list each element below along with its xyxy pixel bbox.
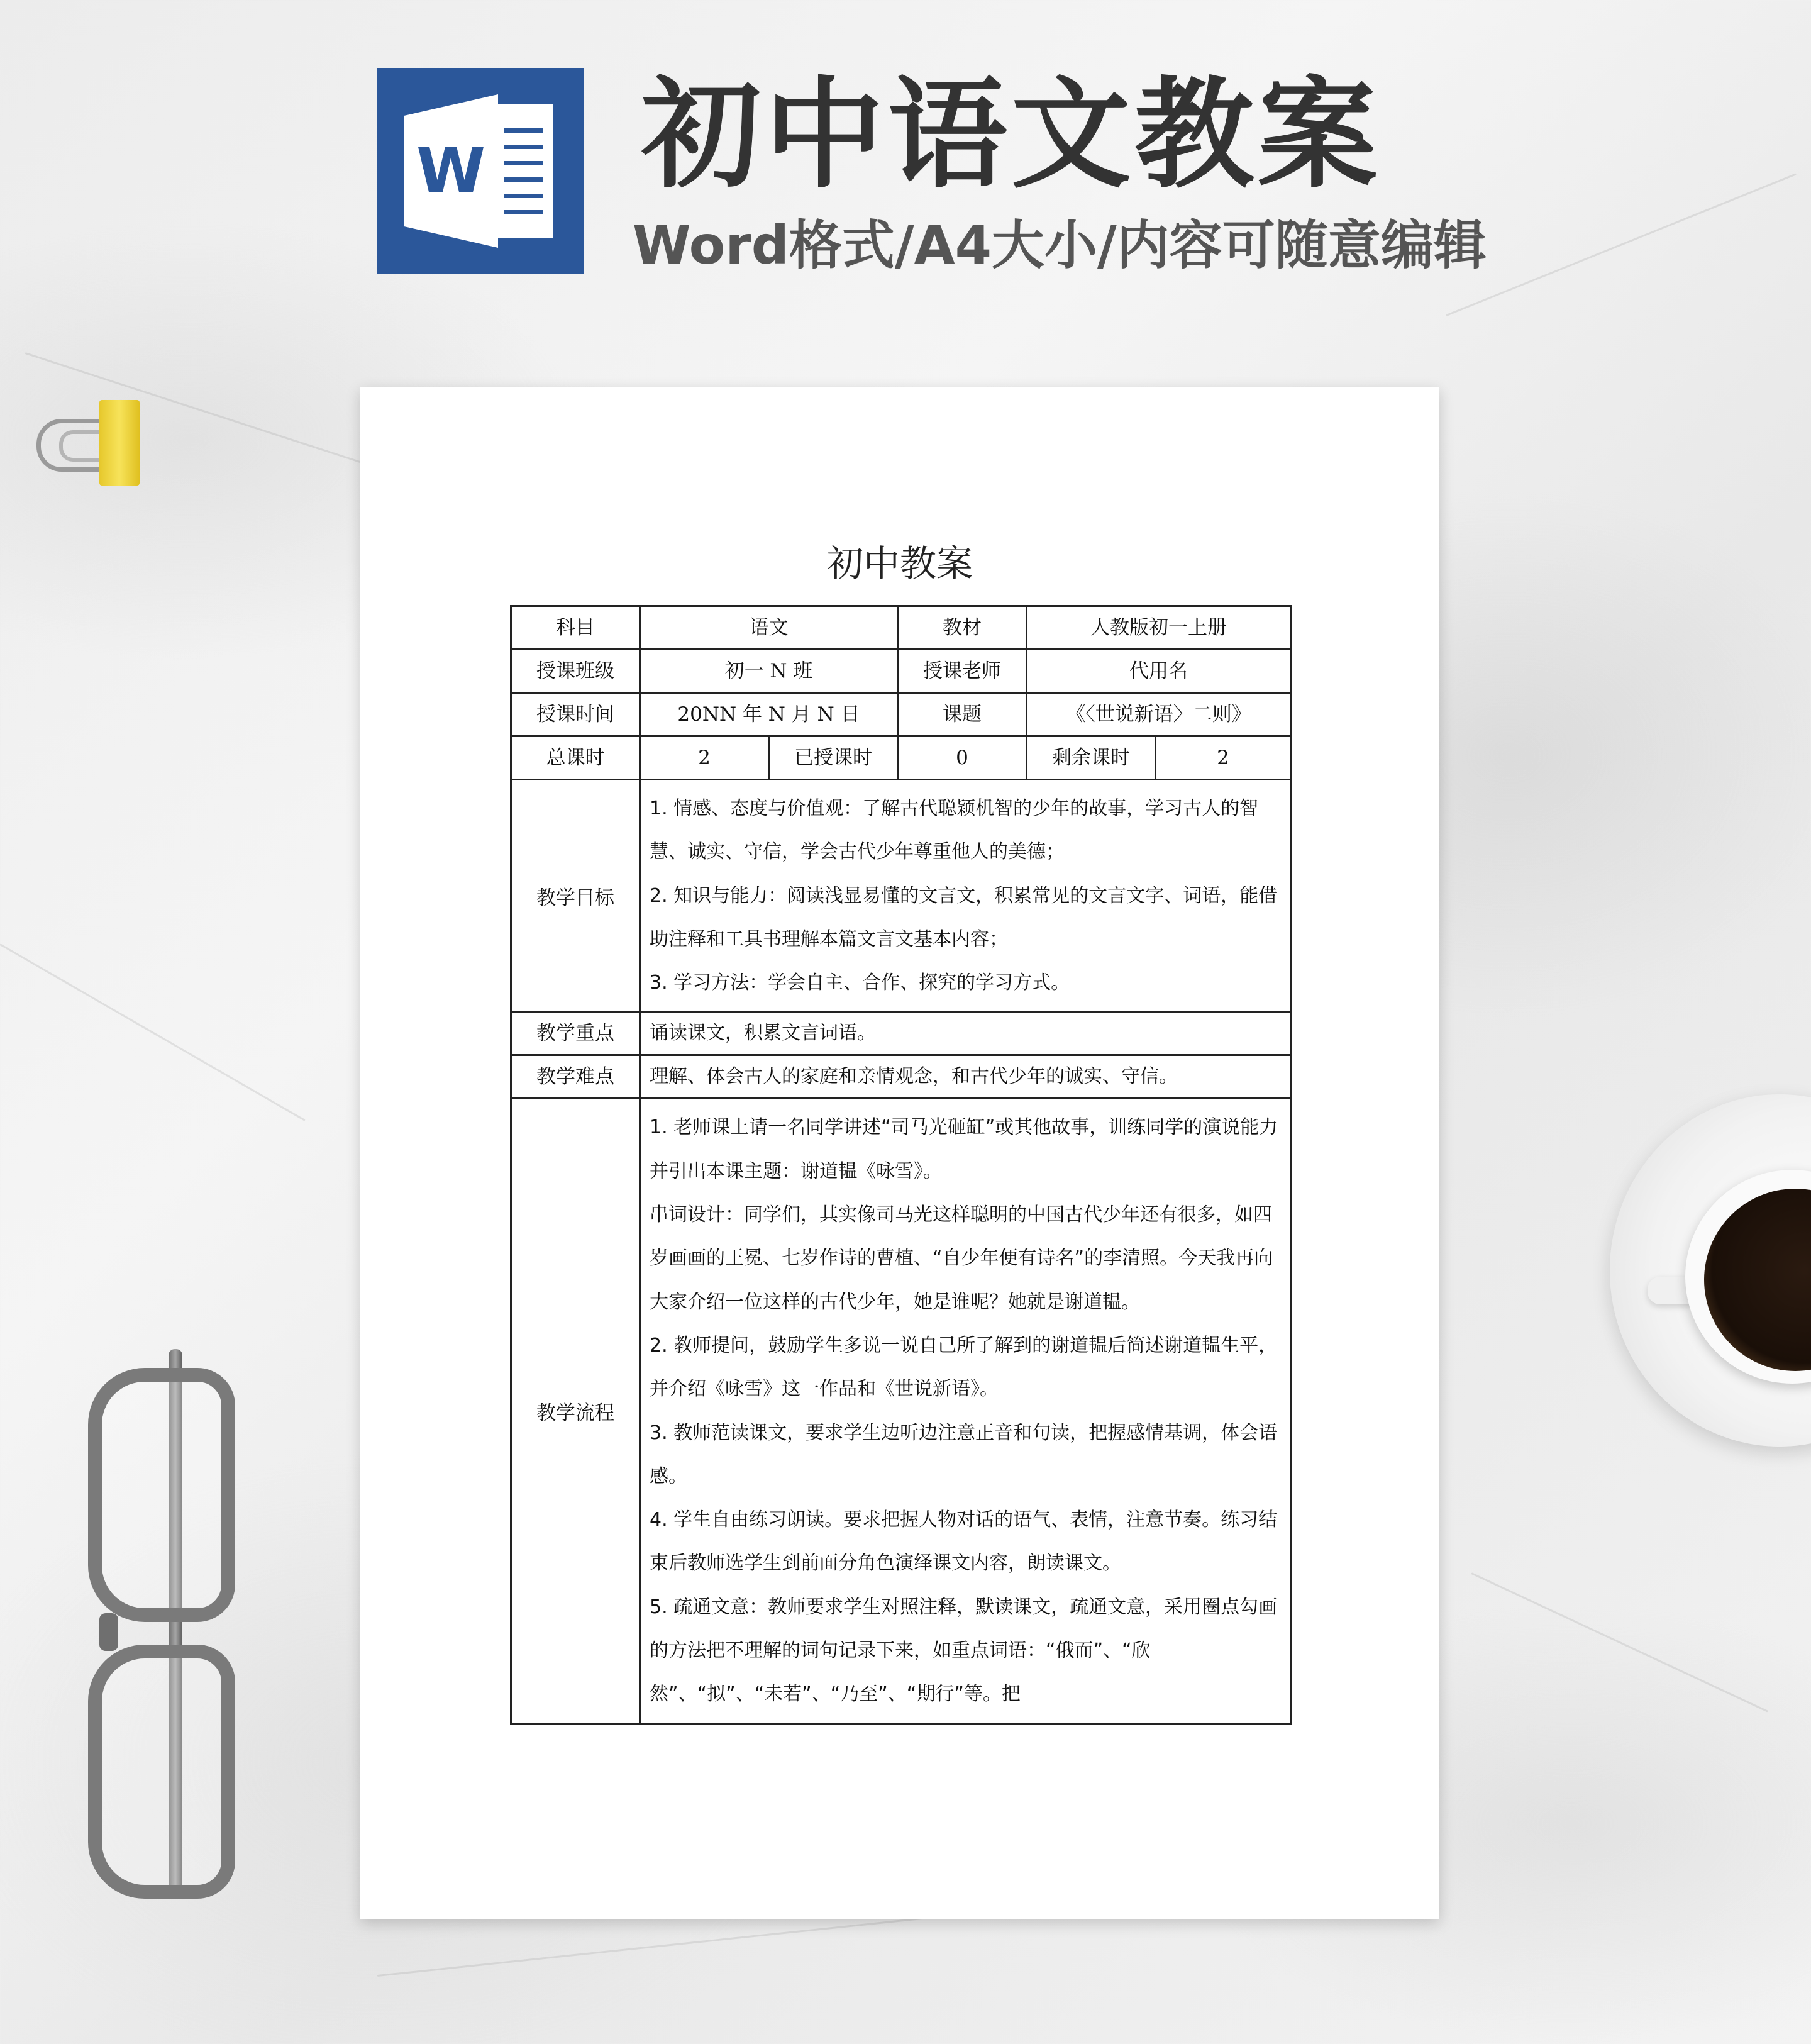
difficulties-content: 理解、体会古人的家庭和亲情观念，和古代少年的诚实、守信。 <box>640 1055 1291 1099</box>
goal-line: 1. 情感、态度与价值观：了解古代聪颖机智的少年的故事，学习古人的智慧、诚实、守信，学会古代少年尊重他人的美德； <box>650 797 1259 864</box>
word-logo-icon <box>377 68 584 274</box>
process-content <box>640 1099 1291 1723</box>
process-line: 串词设计：同学们，其实像司马光这样聪明的中国古代少年还有很多，如四岁画画的王冕、七岁作诗的曹植、“自少年便有诗名”的李清照。今天我再向大家介绍一位这样的古代少年，她是谁呢？她就是谢道韫。 <box>650 1204 1273 1313</box>
goal-line: 2. 知识与能力：阅读浅显易懂的文言文，积累常见的文言文字、词语，能借助注释和工具书理解本篇文言文基本内容； <box>650 884 1278 950</box>
topic-label: 课题 <box>898 693 1027 736</box>
table-row <box>511 1099 1291 1723</box>
remaining-hours-value: 2 <box>1156 736 1291 780</box>
total-hours-label: 总课时 <box>511 736 640 780</box>
done-hours-label: 已授课时 <box>769 736 898 780</box>
process-line: 2. 教师提问，鼓励学生多说一说自己所了解到的谢道韫后简述谢道韫生平，并介绍《咏雪》这一作品和《世说新语》。 <box>650 1334 1278 1401</box>
time-label: 授课时间 <box>511 693 640 736</box>
subject-label: 科目 <box>511 606 640 650</box>
teacher-label: 授课老师 <box>898 650 1027 693</box>
table-row <box>511 736 1291 780</box>
key-points-content: 诵读课文，积累文言词语。 <box>640 1012 1291 1055</box>
material-value: 人教版初一上册 <box>1027 606 1291 650</box>
eyeglasses-icon <box>74 1349 225 1890</box>
hero-title: 初中语文教案 <box>641 65 1382 204</box>
word-letter: W <box>416 134 486 208</box>
key-points-label: 教学重点 <box>511 1012 640 1055</box>
goal-line: 3. 学习方法：学会自主、合作、探究的学习方式。 <box>650 972 1070 994</box>
process-line: 1. 老师课上请一名同学讲述“司马光砸缸”或其他故事，训练同学的演说能力并引出本课主题：谢道韫《咏雪》。 <box>650 1116 1278 1182</box>
teacher-value: 代用名 <box>1027 650 1291 693</box>
table-row <box>511 780 1291 1012</box>
lesson-plan-table <box>510 605 1292 1725</box>
marble-vein <box>0 943 306 1121</box>
material-label: 教材 <box>898 606 1027 650</box>
table-row <box>511 606 1291 650</box>
table-row <box>511 1012 1291 1055</box>
word-page-lines <box>490 104 553 238</box>
table-row <box>511 650 1291 693</box>
table-row <box>511 1055 1291 1099</box>
process-line: 3. 教师范读课文，要求学生边听边注意正音和句读，把握感情基调，体会语感。 <box>650 1421 1278 1487</box>
document-title: 初中教案 <box>826 542 973 585</box>
table-row <box>511 693 1291 736</box>
process-label: 教学流程 <box>511 1099 640 1723</box>
marble-vein <box>1471 1572 1768 1712</box>
process-line: 5. 疏通文意：教师要求学生对照注释，默读课文，疏通文意，采用圈点勾画的方法把不理解的词句记录下来，如重点词语：“俄而”、“欣然”、“拟”、“未若”、“乃至”、“期行”等。把 <box>650 1596 1278 1706</box>
marble-vein <box>377 1916 940 1977</box>
class-label: 授课班级 <box>511 650 640 693</box>
total-hours-value: 2 <box>640 736 769 780</box>
hero-subtitle: Word格式/A4大小/内容可随意编辑 <box>633 214 1487 276</box>
process-line: 4. 学生自由练习朗读。要求把握人物对话的语气、表情，注意节奏。练习结束后教师选学生到前面分角色演绎课文内容，朗读课文。 <box>650 1509 1278 1575</box>
time-value: 20NN 年 N 月 N 日 <box>640 693 898 736</box>
topic-value: 《〈世说新语〉二则》 <box>1027 693 1291 736</box>
class-value: 初一 N 班 <box>640 650 898 693</box>
goals-content <box>640 780 1291 1012</box>
subject-value: 语文 <box>640 606 898 650</box>
goals-label: 教学目标 <box>511 780 640 1012</box>
remaining-hours-label: 剩余课时 <box>1027 736 1156 780</box>
binder-clip-icon <box>36 400 143 488</box>
difficulties-label: 教学难点 <box>511 1055 640 1099</box>
marble-vein <box>1446 173 1796 316</box>
done-hours-value: 0 <box>898 736 1027 780</box>
coffee-cup-icon <box>1610 1094 1811 1447</box>
document-page <box>360 387 1439 1919</box>
